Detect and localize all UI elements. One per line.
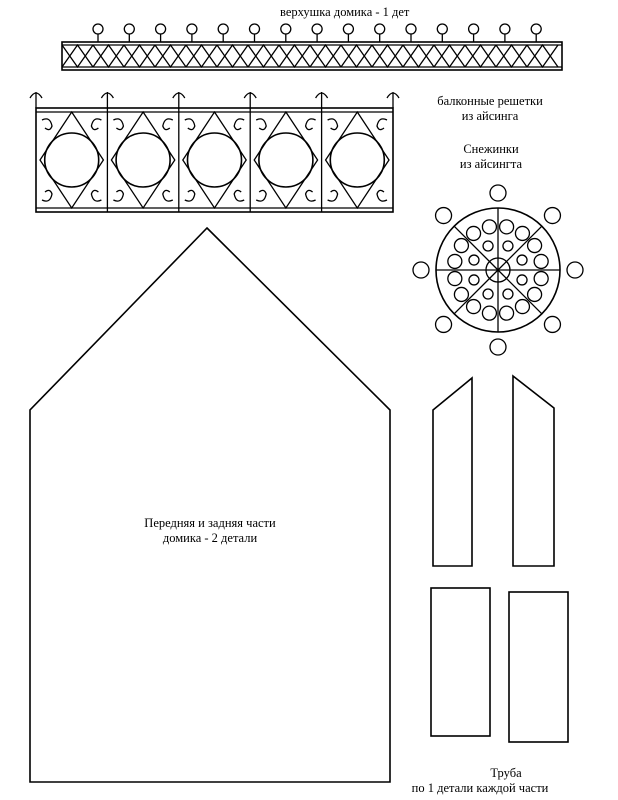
house-wall-piece <box>30 228 390 782</box>
chimney-part-2 <box>513 376 554 566</box>
balcony-label: балконные решетки из айсинга <box>437 94 543 123</box>
chimney-part-4 <box>509 592 568 742</box>
roof-crest-label: верхушка домика - 1 дет <box>280 5 410 19</box>
balcony-railing-piece <box>30 92 399 212</box>
snowflake-label: Снежинки из айсингта <box>459 142 523 171</box>
chimney-part-1 <box>433 378 472 566</box>
chimney-label: Труба по 1 детали каждой части <box>411 766 549 795</box>
house-label: Передняя и задняя части домика - 2 детали <box>144 516 276 545</box>
roof-crest-piece <box>62 24 562 70</box>
snowflake-piece <box>413 185 583 355</box>
chimney-part-3 <box>431 588 490 736</box>
